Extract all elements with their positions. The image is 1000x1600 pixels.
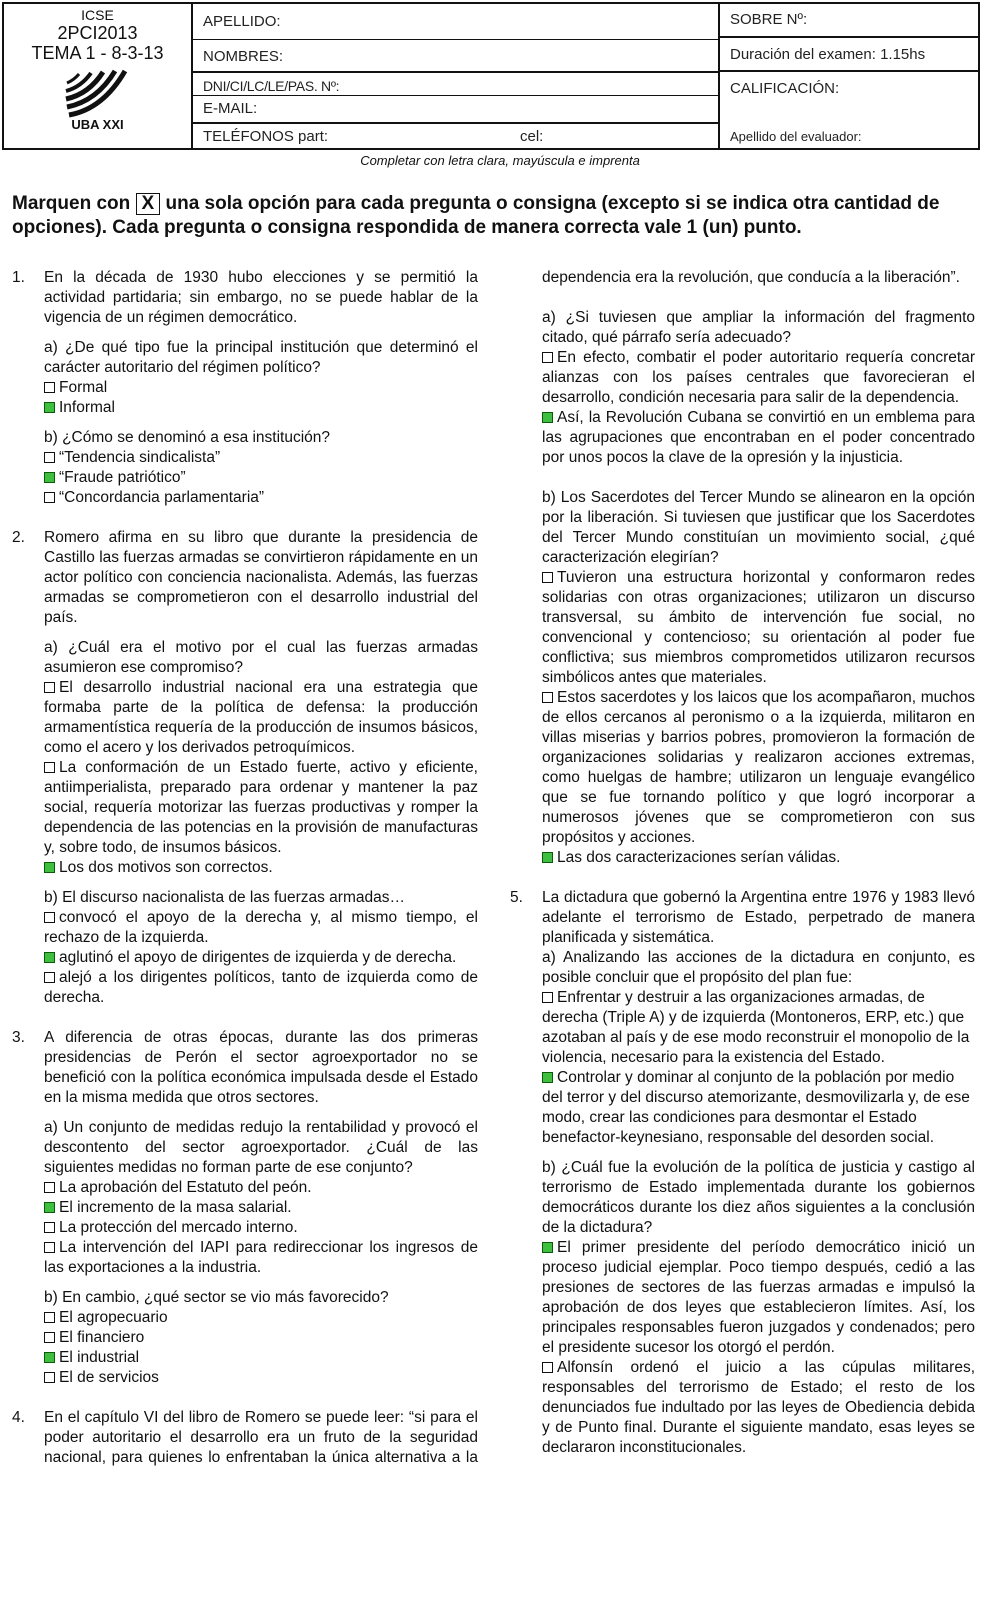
option[interactable]: “Tendencia sindicalista” xyxy=(44,448,478,468)
checkbox-checked[interactable] xyxy=(542,1072,553,1083)
sobre-field[interactable]: SOBRE Nº: xyxy=(720,4,978,38)
checkbox-checked[interactable] xyxy=(542,852,553,863)
checkbox[interactable] xyxy=(44,1242,55,1253)
checkbox[interactable] xyxy=(542,572,553,583)
checkbox-checked[interactable] xyxy=(44,1202,55,1213)
question-stem: La dictadura que gobernó la Argentina entre 1976 y 1983 llevó adelante el terrorismo de Estado, perpetrado de manera planificada y sistemática. xyxy=(542,889,975,946)
option[interactable]: La aprobación del Estatuto del peón. xyxy=(44,1178,478,1198)
subquestion-b: b) En cambio, ¿qué sector se vio más favorecido? xyxy=(44,1289,389,1306)
option[interactable]: “Fraude patriótico” xyxy=(44,468,478,488)
option[interactable]: Las dos caracterizaciones serían válidas. xyxy=(542,848,975,868)
option[interactable]: Alfonsín ordenó el juicio a las cúpulas militares, responsables del terrorismo de Estado; el resto de los denunciados fue indultado por las leyes de Obediencia debida y de Punto final. Durante el siguiente mandato, esas leyes se declararon inconstitucionales. xyxy=(542,1359,975,1456)
logo-text: UBA XXI xyxy=(71,117,124,132)
x-mark-box: X xyxy=(136,193,161,215)
checkbox[interactable] xyxy=(44,1222,55,1233)
dni-field[interactable]: DNI/CI/LC/LE/PAS. Nº: xyxy=(193,73,718,96)
checkbox[interactable] xyxy=(44,1312,55,1323)
question-5 xyxy=(510,888,975,1458)
checkbox-checked[interactable] xyxy=(44,472,55,483)
left-column xyxy=(12,268,478,1468)
option[interactable]: Controlar y dominar al conjunto de la población por medio del terror y del discurso atemorizante, desmovilizarla y, de ese modo, crear las condiciones para desmontar el Estado benefactor-keynesiano, responsable del desorden social. xyxy=(542,1069,970,1146)
option[interactable]: Así, la Revolución Cubana se convirtió en un emblema para las agrupaciones que encontraban en el poder concentrado por unos pocos la clave de la opresión y la injusticia. xyxy=(542,409,975,466)
question-number: 2. xyxy=(12,529,25,546)
checkbox[interactable] xyxy=(44,762,55,773)
question-4-continued xyxy=(510,268,975,868)
checkbox[interactable] xyxy=(44,682,55,693)
subquestion-a: a) ¿De qué tipo fue la principal institución que determinó el carácter autoritario del régimen político? xyxy=(44,339,478,376)
right-column xyxy=(510,268,975,1458)
option[interactable]: Formal xyxy=(44,378,478,398)
telefonos-field[interactable]: TELÉFONOS part: cel: xyxy=(193,124,718,148)
checkbox[interactable] xyxy=(44,1372,55,1383)
question-2 xyxy=(12,528,478,1008)
checkbox[interactable] xyxy=(44,452,55,463)
checkbox[interactable] xyxy=(44,912,55,923)
question-number: 4. xyxy=(12,1409,25,1426)
option[interactable]: Los dos motivos son correctos. xyxy=(44,858,478,878)
duracion-text: Duración del examen: 1.15hs xyxy=(720,38,978,72)
option[interactable]: aglutinó el apoyo de dirigentes de izquierda y de derecha. xyxy=(44,948,478,968)
question-1 xyxy=(12,268,478,508)
checkbox-checked[interactable] xyxy=(44,402,55,413)
option[interactable]: El industrial xyxy=(44,1348,478,1368)
checkbox[interactable] xyxy=(542,692,553,703)
nombres-field[interactable]: NOMBRES: xyxy=(193,40,718,73)
exam-instructions: Marquen con X una sola opción para cada pregunta o consigna (excepto si se indica otra cantidad de opciones). Cada pregunta o consigna respondida de manera correcta vale 1 (un) punto. xyxy=(12,193,940,238)
subquestion-a: a) ¿Cuál era el motivo por el cual las fuerzas armadas asumieron ese compromiso? xyxy=(44,639,478,676)
option[interactable]: Informal xyxy=(44,398,478,418)
option[interactable]: El agropecuario xyxy=(44,1308,478,1328)
checkbox[interactable] xyxy=(44,972,55,983)
uba-logo-icon xyxy=(63,67,133,119)
subquestion-a: a) Un conjunto de medidas redujo la rentabilidad y provocó el descontento del sector agroexportador. ¿Cuál de las siguientes medidas no forman parte de ese conjunto? xyxy=(44,1119,478,1176)
subquestion-b: b) El discurso nacionalista de las fuerzas armadas… xyxy=(44,889,405,906)
question-stem: Romero afirma en su libro que durante la presidencia de Castillo las fuerzas armadas se convirtieron rápidamente en un actor político con conciencia nacionalista. Además, las fuerzas armadas se comprometieron con el desarrollo industrial del país. xyxy=(44,529,478,626)
exam-tema: TEMA 1 - 8-3-13 xyxy=(31,43,164,63)
exam-info-fields xyxy=(720,4,978,148)
question-number: 5. xyxy=(510,889,523,906)
checkbox-checked[interactable] xyxy=(542,412,553,423)
institution-block xyxy=(4,4,193,148)
option[interactable]: El de servicios xyxy=(44,1368,478,1388)
option[interactable]: El primer presidente del período democrático inició un proceso judicial ejemplar. Poco tiempo después, cedió a las presiones de sectores de las fuerzas armadas e impulsó la aprobación de dos leyes que establecieron límites. Así, los principales responsables fueron juzgados y condenados; pero el presidente sucesor los otorgó el perdón. xyxy=(542,1239,975,1356)
subquestion-b: b) ¿Cuál fue la evolución de la política de justicia y castigo al terrorismo de Estado implementada durante los gobiernos democráticos durante los diez años siguientes a la conclusión de la dictadura? xyxy=(542,1159,975,1236)
option[interactable]: Estos sacerdotes y los laicos que los acompañaron, muchos de ellos cercanos al peronismo o a la izquierda, militaron en villas miserias y barrios pobres, promovieron la formación de organizaciones solidarias y realizaron acciones extremas, como huelgas de hambre; utilizaron un lenguaje evangélico que se fue tornando político y que logró incorporar a numerosos jóvenes que se comprometieron con sus propósitos y acciones. xyxy=(542,689,975,846)
checkbox[interactable] xyxy=(44,492,55,503)
q4-stem-continuation: dependencia era la revolución, que conducía a la liberación”. xyxy=(542,269,960,286)
question-stem: En el capítulo VI del libro de Romero se puede leer: “si para el poder autoritario el desarrollo era un fruto de la seguridad nacional, para quienes lo enfrentaban la única alternativa a la xyxy=(44,1409,478,1466)
option[interactable]: alejó a los dirigentes políticos, tanto de izquierda como de derecha. xyxy=(44,969,478,1006)
option[interactable]: La intervención del IAPI para redireccionar los ingresos de las exportaciones a la industria. xyxy=(44,1239,478,1276)
option[interactable]: “Concordancia parlamentaria” xyxy=(44,488,478,508)
checkbox[interactable] xyxy=(44,1182,55,1193)
question-stem: A diferencia de otras épocas, durante las dos primeras presidencias de Perón el sector agroexportador no se benefició con la política económica impulsada desde el Estado en la misma medida que otros sectores. xyxy=(44,1029,478,1106)
fill-instruction: Completar con letra clara, mayúscula e imprenta xyxy=(360,153,640,168)
evaluador-field[interactable]: Apellido del evaluador: xyxy=(730,129,862,144)
student-fields xyxy=(193,4,720,148)
checkbox-checked[interactable] xyxy=(44,952,55,963)
checkbox[interactable] xyxy=(542,1362,553,1373)
option[interactable]: Enfrentar y destruir a las organizaciones armadas, de derecha (Triple A) y de izquierda (Montoneros, ERP, etc.) que azotaban al país y de ese modo reconstruir el monopolio de la violencia, necesario para la existencia del Estado. xyxy=(542,989,970,1066)
question-4 xyxy=(12,1408,478,1468)
checkbox[interactable] xyxy=(542,352,553,363)
question-number: 3. xyxy=(12,1029,25,1046)
question-number: 1. xyxy=(12,269,25,286)
checkbox-checked[interactable] xyxy=(44,1352,55,1363)
checkbox[interactable] xyxy=(44,382,55,393)
question-stem: En la década de 1930 hubo elecciones y se permitió la actividad partidaria; sin embargo, no se puede hablar de la vigencia de un régimen democrático. xyxy=(44,269,478,326)
option[interactable]: Tuvieron una estructura horizontal y conformaron redes solidarias con otras organizaciones; utilizaron un discurso transversal, su ámbito de intervención fue social, no convencional y contencioso; su orientación al poder fue conflictiva; sus miembros comprometidos utilizaron recursos simbólicos antes que materiales. xyxy=(542,569,975,686)
option[interactable]: convocó el apoyo de la derecha y, al mismo tiempo, el rechazo de la izquierda. xyxy=(44,909,478,946)
email-field[interactable]: E-MAIL: xyxy=(193,96,718,124)
question-3 xyxy=(12,1028,478,1388)
exam-header xyxy=(2,2,980,150)
subquestion-a: a) ¿Si tuviesen que ampliar la información del fragmento citado, qué párrafo sería adecuado? xyxy=(542,309,975,346)
option[interactable]: En efecto, combatir el poder autoritario requería concretar alianzas con los países centrales que favorecieran el desarrollo, condición necesaria para salir de la dependencia. xyxy=(542,349,975,406)
cel-label: cel: xyxy=(520,128,544,145)
option[interactable]: La protección del mercado interno. xyxy=(44,1218,478,1238)
option[interactable]: La conformación de un Estado fuerte, activo y eficiente, antiimperialista, preparado para ordenar y mantener la paz social, requería motorizar las fuerzas productivas y romper la dependencia de las potencias en la provisión de manufacturas y, sobre todo, de insumos básicos. xyxy=(44,759,478,856)
course-code: 2PCI2013 xyxy=(57,23,138,43)
subquestion-b: b) Los Sacerdotes del Tercer Mundo se alinearon en la opción por la liberación. Si tuviesen que justificar que los Sacerdotes del Tercer Mundo constituían un movimiento social, ¿qué caracterización elegirían? xyxy=(542,489,975,566)
institution-name: ICSE xyxy=(81,7,114,23)
apellido-field[interactable]: APELLIDO: xyxy=(193,4,718,40)
checkbox[interactable] xyxy=(44,1332,55,1343)
subquestion-a: a) Analizando las acciones de la dictadura en conjunto, es posible concluir que el propósito del plan fue: xyxy=(542,949,975,986)
option[interactable]: El desarrollo industrial nacional era una estrategia que formaba parte de la política de defensa: la producción armamentística requería de la producción de insumos básicos, como el acero y los derivados petroquímicos. xyxy=(44,679,478,756)
option[interactable]: El incremento de la masa salarial. xyxy=(44,1198,478,1218)
option[interactable]: El financiero xyxy=(44,1328,478,1348)
checkbox-checked[interactable] xyxy=(542,1242,553,1253)
subquestion-b: b) ¿Cómo se denominó a esa institución? xyxy=(44,429,331,446)
checkbox-checked[interactable] xyxy=(44,862,55,873)
checkbox[interactable] xyxy=(542,992,553,1003)
calificacion-field[interactable]: CALIFICACIÓN: xyxy=(730,80,840,97)
